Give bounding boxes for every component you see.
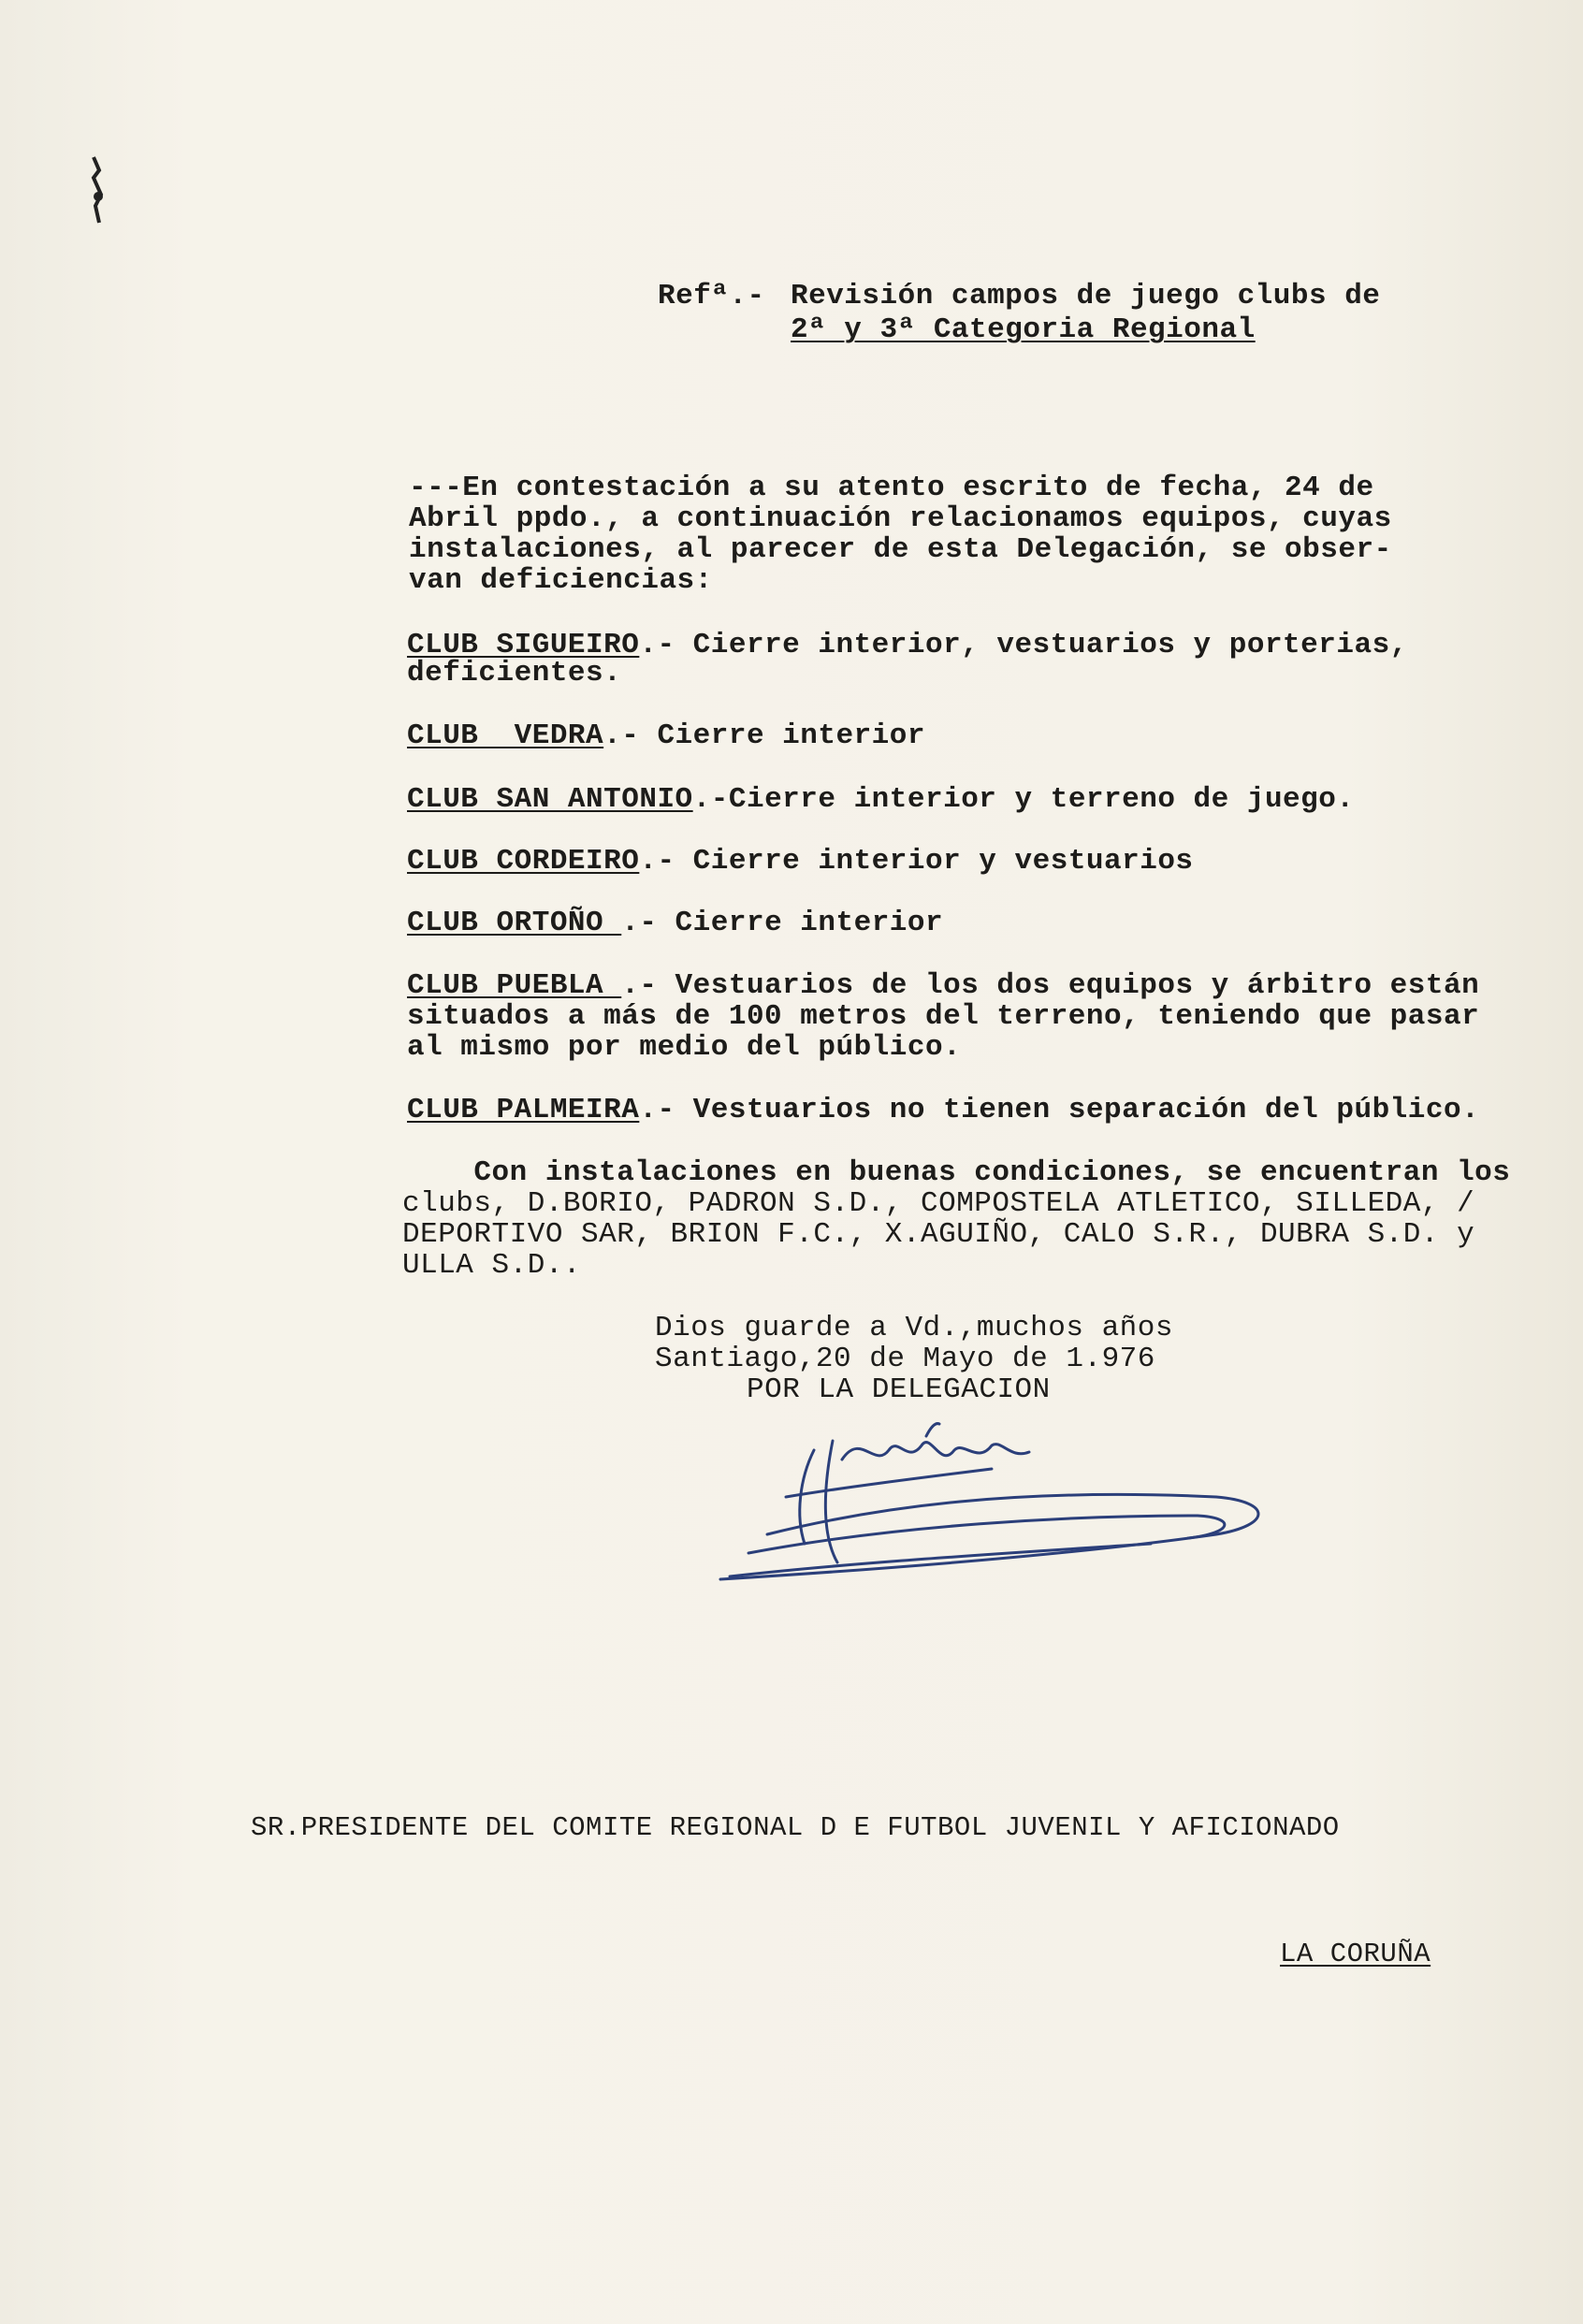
club-entry-palmeira xyxy=(407,1095,1479,1126)
punch-hole-mark xyxy=(80,150,118,243)
club-name: CLUB CORDEIRO xyxy=(407,845,640,878)
club-deficiency: .- Vestuarios de los dos equipos y árbitro están xyxy=(621,969,1480,1002)
club-entry-sigueiro-cont: deficientes. xyxy=(407,657,622,690)
club-deficiency: .- Cierre interior y vestuarios xyxy=(639,845,1194,878)
club-name: CLUB PALMEIRA xyxy=(407,1094,640,1126)
club-name: CLUB SIGUEIRO xyxy=(407,629,640,661)
club-name: CLUB ORTOÑO xyxy=(407,907,622,939)
club-entry-puebla-cont2: al mismo por medio del público. xyxy=(407,1031,962,1064)
club-entry-puebla-cont: situados a más de 100 metros del terreno, teniendo que pasar xyxy=(407,1000,1480,1033)
good-condition-line-2: clubs, D.BORIO, PADRON S.D., COMPOSTELA ATLETICO, SILLEDA, / xyxy=(402,1187,1475,1220)
intro-line-2: Abril ppdo., a continuación relacionamos equipos, cuyas xyxy=(409,502,1392,535)
good-condition-line-4: ULLA S.D.. xyxy=(402,1249,582,1282)
club-deficiency: .- Cierre interior, vestuarios y porterias, xyxy=(639,629,1408,661)
closing-line-2: Santiago,20 de Mayo de 1.976 xyxy=(655,1343,1155,1375)
good-condition-line-3: DEPORTIVO SAR, BRION F.C., X.AGUIÑO, CALO S.R., DUBRA S.D. y xyxy=(402,1218,1475,1251)
reference-label: Refª.- xyxy=(658,280,765,312)
city: LA CORUÑA xyxy=(1280,1939,1431,1969)
intro-line-3: instalaciones, al parecer de esta Delegación, se obser- xyxy=(409,533,1392,566)
club-deficiency: .- Vestuarios no tienen separación del público. xyxy=(639,1094,1480,1126)
club-entry-ortono xyxy=(407,908,943,938)
club-name: CLUB SAN ANTONIO xyxy=(407,783,693,816)
reference-line-1: Revisión campos de juego clubs de xyxy=(791,280,1381,312)
intro-line-4: van deficiencias: xyxy=(409,564,713,597)
club-deficiency: .-Cierre interior y terreno de juego. xyxy=(692,783,1355,816)
handwritten-signature xyxy=(711,1413,1291,1600)
closing-line-1: Dios guarde a Vd.,muchos años xyxy=(655,1312,1173,1344)
club-entry-vedra xyxy=(407,720,925,751)
club-entry-san-antonio xyxy=(407,784,1354,815)
club-deficiency: .- Cierre interior xyxy=(621,907,944,939)
club-name: CLUB VEDRA xyxy=(407,719,604,752)
addressee: SR.PRESIDENTE DEL COMITE REGIONAL D E FUTBOL JUVENIL Y AFICIONADO xyxy=(251,1812,1340,1843)
good-condition-line-1: Con instalaciones en buenas condiciones, se encuentran los xyxy=(402,1156,1511,1189)
club-name: CLUB PUEBLA xyxy=(407,969,622,1002)
club-entry-puebla xyxy=(407,970,1479,1001)
reference-line-2: 2ª y 3ª Categoria Regional xyxy=(791,313,1256,346)
club-deficiency: .- Cierre interior xyxy=(603,719,925,752)
club-entry-cordeiro xyxy=(407,846,1194,877)
intro-line-1: ---En contestación a su atento escrito de fecha, 24 de xyxy=(409,472,1374,504)
closing-line-3: POR LA DELEGACION xyxy=(747,1373,1051,1406)
